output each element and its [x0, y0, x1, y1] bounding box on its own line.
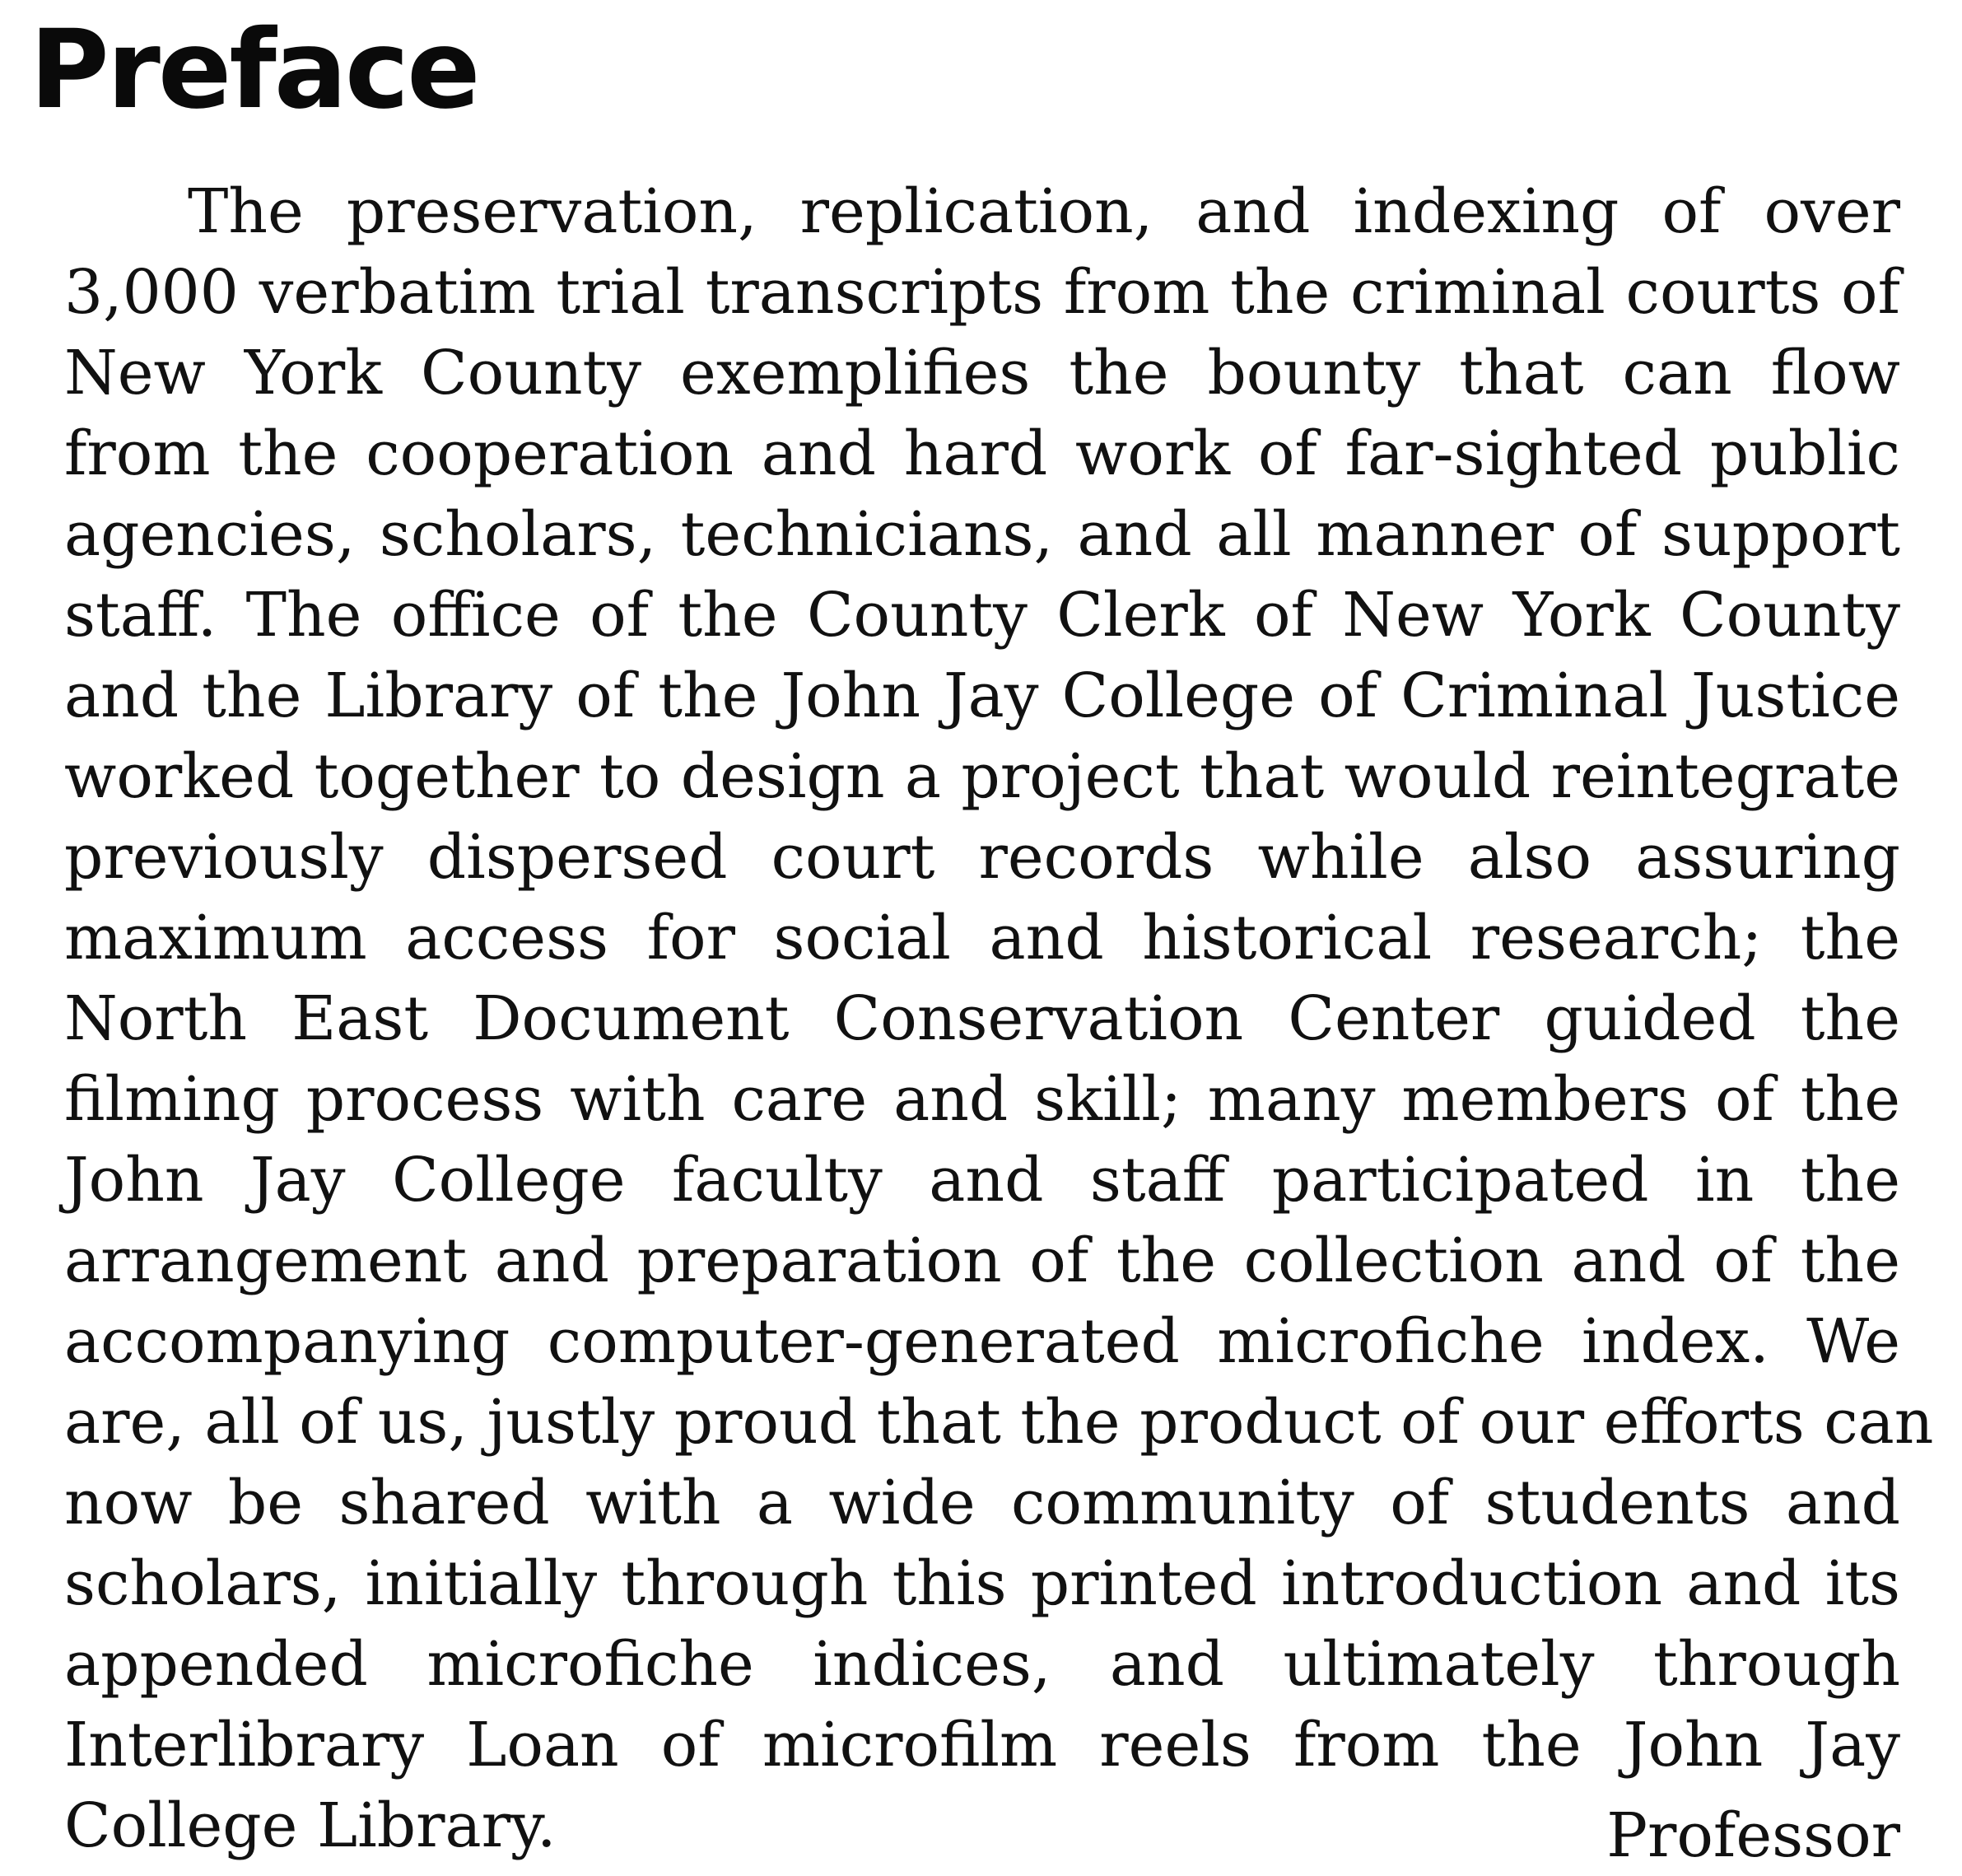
cut-off-text: Professor — [1606, 1800, 1900, 1871]
paragraph-line: agencies, scholars, technicians, and all manner of support — [64, 499, 1900, 570]
paragraph-line: scholars, initially through this printed introduction and its — [64, 1548, 1900, 1619]
paragraph-line: staff. The office of the County Clerk of New York County — [64, 580, 1900, 651]
paragraph-line: filming process with care and skill; many members of the — [64, 1064, 1900, 1135]
paragraph-line: New York County exemplifies the bounty that can flow — [64, 338, 1900, 408]
paragraph-line: previously dispersed court records while also assuring — [64, 822, 1900, 893]
paragraph-line-last: College Library. — [64, 1790, 557, 1861]
paragraph-line: and the Library of the John Jay College of Criminal Justice — [64, 660, 1900, 731]
paragraph-line: arrangement and preparation of the collection and of the — [64, 1225, 1900, 1296]
paragraph-line: Interlibrary Loan of microfilm reels from the John Jay — [64, 1710, 1900, 1780]
paragraph-line: maximum access for social and historical research; the — [64, 903, 1900, 973]
preface-paragraph — [64, 171, 1934, 1866]
paragraph-line: North East Document Conservation Center guided the — [64, 983, 1900, 1054]
paragraph-line: from the cooperation and hard work of far-sighted public — [64, 418, 1900, 489]
paragraph-line: now be shared with a wide community of students and — [64, 1468, 1900, 1538]
page-heading: Preface — [30, 7, 478, 133]
paragraph-line: The preservation, replication, and indexing of over — [188, 176, 1900, 247]
paragraph-line: 3,000 verbatim trial transcripts from the criminal courts of — [64, 257, 1900, 328]
paragraph-line: appended microfiche indices, and ultimately through — [64, 1629, 1900, 1700]
paragraph-line: are, all of us, justly proud that the product of our efforts can — [64, 1387, 1934, 1458]
paragraph-line: John Jay College faculty and staff participated in the — [64, 1145, 1900, 1216]
paragraph-line: worked together to design a project that would reintegrate — [64, 741, 1900, 812]
paragraph-line: accompanying computer-generated microfiche index. We — [64, 1306, 1900, 1377]
